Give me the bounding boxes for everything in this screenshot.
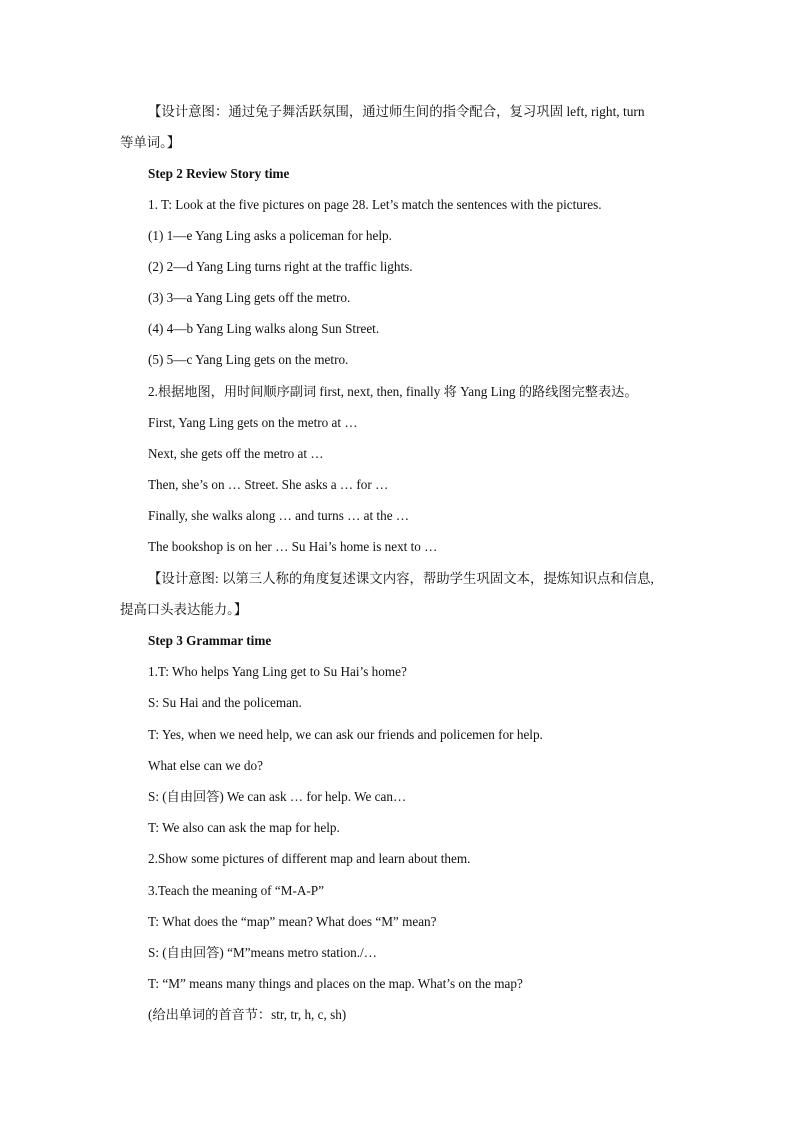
route-line: The bookshop is on her … Su Hai’s home is next to … (148, 539, 438, 554)
match-line: (5) 5—c Yang Ling gets on the metro. (148, 352, 349, 367)
match-line: (1) 1—e Yang Ling asks a policeman for help. (148, 228, 392, 243)
step-3-line: 2.Show some pictures of different map and learn about them. (148, 851, 471, 866)
step-3-line: 3.Teach the meaning of “M-A-P” (148, 883, 324, 898)
step-3-line: T: Yes, when we need help, we can ask our friends and policemen for help. (148, 727, 543, 742)
route-line: Finally, she walks along … and turns … at the … (148, 508, 410, 523)
match-line: (4) 4—b Yang Ling walks along Sun Street. (148, 321, 380, 336)
step-3-line: (给出单词的首音节：str, tr, h, c, sh) (148, 1007, 347, 1022)
step-3-line: T: We also can ask the map for help. (148, 820, 340, 835)
step-3-line: What else can we do? (148, 758, 263, 773)
step-2-item-2: 2.根据地图，用时间顺序副词 first, next, then, finally 将 Yang Ling 的路线图完整表达。 (148, 384, 638, 399)
step-3-line: S: Su Hai and the policeman. (148, 695, 302, 710)
step-2-heading: Step 2 Review Story time (148, 166, 290, 181)
step-3-line: T: What does the “map” mean? What does “M” mean? (148, 914, 437, 929)
design-note-1-line-2: 等单词。】 (120, 135, 181, 150)
step-3-line: S: (自由回答) We can ask … for help. We can… (148, 789, 407, 804)
design-note-2-line-1: 【设计意图: 以第三人称的角度复述课文内容，帮助学生巩固文本，提炼知识点和信息, (148, 571, 654, 586)
design-note-1-line-1: 【设计意图：通过兔子舞活跃氛围，通过师生间的指令配合，复习巩固 left, right, turn (148, 104, 645, 119)
route-line: First, Yang Ling gets on the metro at … (148, 415, 358, 430)
step-3-line: 1.T: Who helps Yang Ling get to Su Hai’s home? (148, 664, 407, 679)
route-line: Then, she’s on … Street. She asks a … for … (148, 477, 389, 492)
match-line: (2) 2—d Yang Ling turns right at the traffic lights. (148, 259, 413, 274)
step-3-line: S: (自由回答) “M”means metro station./… (148, 945, 377, 960)
step-2-item-1: 1. T: Look at the five pictures on page 28. Let’s match the sentences with the pictures. (148, 197, 602, 212)
design-note-2-line-2: 提高口头表达能力。】 (120, 602, 248, 617)
step-3-line: T: “M” means many things and places on the map. What’s on the map? (148, 976, 523, 991)
match-line: (3) 3—a Yang Ling gets off the metro. (148, 290, 351, 305)
route-line: Next, she gets off the metro at … (148, 446, 324, 461)
step-3-heading: Step 3 Grammar time (148, 633, 272, 648)
